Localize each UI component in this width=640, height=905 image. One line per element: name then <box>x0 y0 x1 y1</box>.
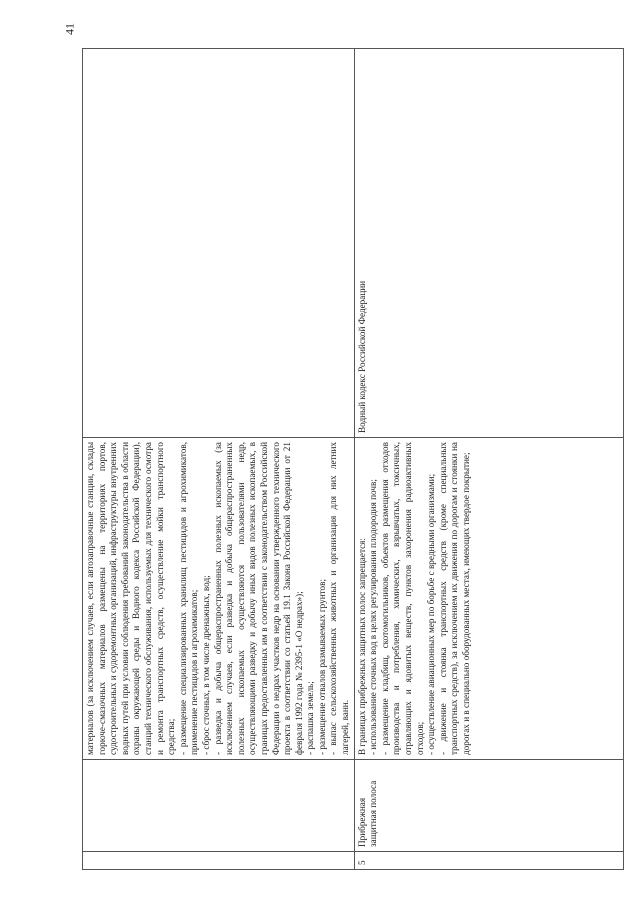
text-paragraph: - разведка и добыча общераспространенных полезных ископаемых (за исключением случаев, если разведка и добыча общераспространенных полезных ископаемых осуществляются пользователями недр, осуществляющими разведку и добычу иных видов полезных ископаемых, в границах предоставленных им в соответствии с законодательством Российской Федерации о недрах участков недр на основании утвержденного технического проекта в соответствии со статьей 19.1 Закона Российской Федерации от 21 февраля 1992 года № 2395-1 «О недрах»); <box>212 442 304 755</box>
table-row <box>83 49 355 870</box>
text-paragraph: - выпас сельскохозяйственных животных и организация для них летних лагерей, ванн. <box>328 442 351 755</box>
restrictions-text-cell <box>354 438 623 760</box>
restrictions-text <box>85 442 352 755</box>
text-paragraph: - размещение кладбищ, скотомогильников, объектов размещения отходов производства и потребления, химических, взрывчатых, токсичных, отравляющих и ядовитых веществ, пунктов захоронения радиоактивных отходов; <box>379 442 425 755</box>
table-row <box>354 49 623 870</box>
text-paragraph: - осуществление авиационных мер по борьбе с вредными организмами; <box>426 473 437 755</box>
text-paragraph: материалов (за исключением случаев, если автозаправочные станции, склады горюче-смазочных материалов размещены на территориях портов, судостроительных и судоремонтных организаций, инфраструктуры внутренних водных путей при условии соблюдения требований законодательства в области охраны окружающей среды и Водного кодекса Российской Федерации), станций технического обслуживания, используемых для технического осмотра и ремонта транспортных средств, осуществление мойки транспортного средства; <box>85 442 177 755</box>
zone-name-cell <box>354 760 623 852</box>
legal-source: Водный кодекс Российской Федерации <box>356 280 367 433</box>
text-paragraph: - движение и стоянка транспортных средств (кроме специальных транспортных средств), за исключением их движения по дорогам и стоянки на дорогах и в специально оборудованных местах, имеющих твердое покрытие; <box>437 442 471 755</box>
text-paragraph: - использование сточных вод в целях регулирования плодородия почв; <box>368 479 379 755</box>
page-number-text: 41 <box>62 23 77 35</box>
text-paragraph: - распашка земель; <box>305 681 316 755</box>
restrictions-table <box>82 48 624 870</box>
legal-source-cell <box>83 49 355 438</box>
text-paragraph: - сброс сточных, в том числе дренажных, вод; <box>200 575 211 755</box>
restrictions-text <box>357 442 621 755</box>
document-sheet <box>82 48 599 870</box>
page-number <box>60 24 80 34</box>
restrictions-text-cell <box>83 438 355 760</box>
row-number-cell <box>83 852 355 870</box>
row-number: 5 <box>356 860 367 865</box>
text-paragraph: - размещение отвалов размываемых грунтов; <box>316 579 327 755</box>
legal-source-cell <box>354 49 623 438</box>
rotated-table-container <box>82 48 599 870</box>
row-number-cell <box>354 852 623 870</box>
zone-name-cell <box>83 760 355 852</box>
zone-name: Прибрежная защитная полоса <box>356 780 379 847</box>
text-paragraph: В границах прибрежных защитных полос запрещается: <box>356 538 367 755</box>
text-paragraph: - размещение специализированных хранилищ пестицидов и агрохимикатов, применение пестицидов и агрохимикатов; <box>177 442 200 755</box>
